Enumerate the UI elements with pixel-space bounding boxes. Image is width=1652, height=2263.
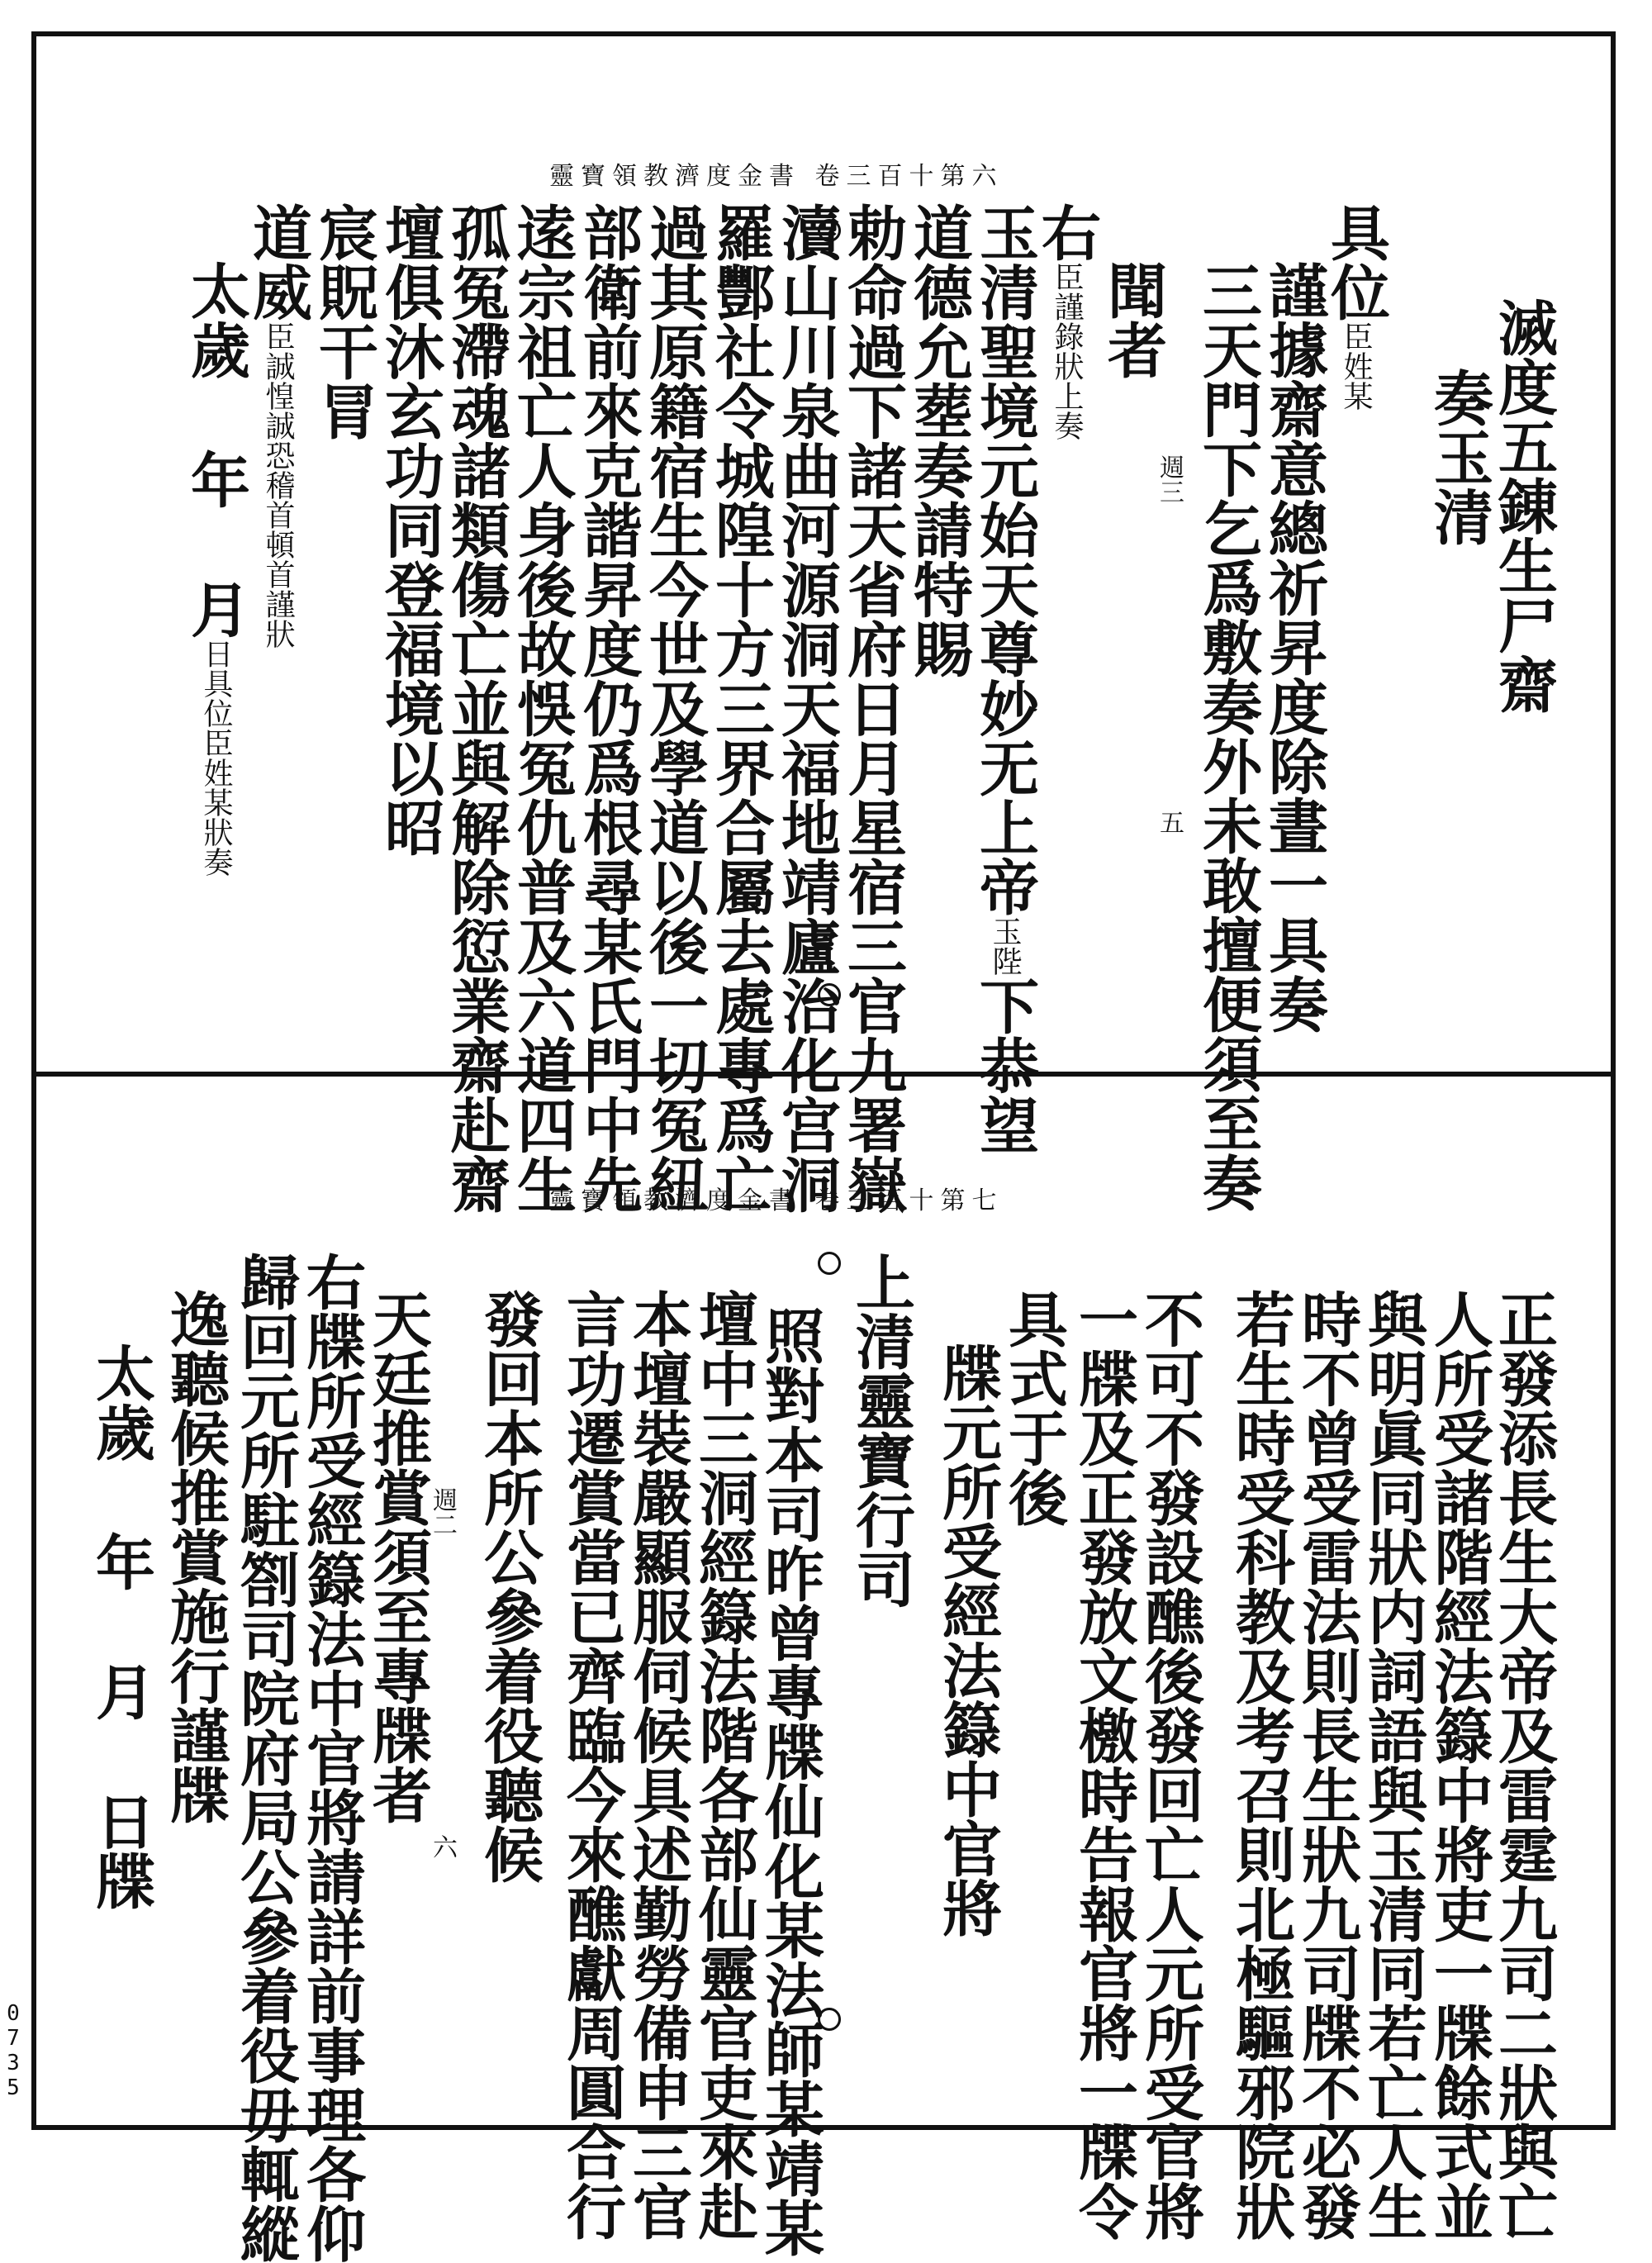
bottom-col-13: 本壇裝嚴顯服伺候具述勤勞備申三官 <box>623 1289 693 2241</box>
circle-mark <box>818 983 841 1006</box>
top-col-17: 壇俱沐玄功同登福境以昭 <box>375 202 445 857</box>
top-col-2: 奏玉清 <box>1424 368 1494 546</box>
bottom-col-12: 壇中三洞經籙法階各部仙靈官吏來赴 <box>689 1289 759 2241</box>
top-col-11: 瀆山川泉曲河源洞天福地靖廬治化宫洞 <box>771 202 842 1214</box>
top-col-5-mark: 五 <box>1155 810 1184 834</box>
bottom-col-7: 一牒及正發放文檄時告報官將一牒令 <box>1069 1289 1139 2241</box>
bottom-col-20: 太歲 年 月 日牒 <box>86 1343 156 1910</box>
top-col-1: 滅度五錬生尸齋 <box>1488 297 1559 714</box>
top-col-18: 宸貺干冐 <box>309 202 379 440</box>
bottom-col-19: 逸聽候推賞施行謹牒 <box>160 1289 230 1824</box>
bottom-col-5: 若生時受科教及考召則北極驅邪院狀 <box>1226 1289 1296 2241</box>
bottom-col-4: 時不曾受雷法則長生狀九司牒不必發 <box>1292 1289 1362 2241</box>
top-col-3: 具位臣姓某 <box>1321 202 1391 411</box>
bottom-col-10: 上清靈寶行司 <box>846 1252 916 1609</box>
bottom-col-16: 天廷推賞須至專牒者 <box>363 1289 433 1824</box>
bottom-col-14: 言功遷賞當已齊臨今來醮獻周圓合行 <box>557 1289 627 2241</box>
bottom-col-3: 與明眞同狀内詞語與玉清同若亡人生 <box>1358 1289 1428 2241</box>
top-col-12: 羅酆社令城隍十方三界合屬去處專爲亡 <box>705 202 776 1214</box>
top-col-15: 逺宗祖亡人身後故悞冤仇普及六道四生 <box>507 202 577 1214</box>
page-margin-number: 0735 <box>1 2001 26 2100</box>
bottom-running-header: 靈寶領教濟度金書 卷三百十第七 <box>549 1186 1004 1215</box>
top-col-19: 道威臣誠惶誠恐稽首頓首謹狀 <box>243 202 313 649</box>
top-col-13: 過其原籍宿生今世及學道以後一切冤紐 <box>639 202 710 1214</box>
bottom-note-b: 六 <box>428 1834 457 1859</box>
top-col-6: 聞者 <box>1098 260 1168 379</box>
bottom-col-9: 牒元所受經法籙中官將 <box>933 1343 1003 1937</box>
bottom-col-6: 不可不發設醮後發回亡人元所受官將 <box>1135 1289 1205 2241</box>
top-col-5-note: 週三 <box>1155 454 1184 504</box>
circle-mark <box>818 219 841 242</box>
bottom-col-1: 正發添長生大帝及雷霆九司二狀與亡 <box>1488 1289 1559 2241</box>
top-col-16: 孤冤滯魂諸類傷亡並與解除愆業齋赴齋 <box>441 202 511 1214</box>
circle-mark <box>818 2008 841 2031</box>
bottom-col-2: 人所受諸階經法籙中將吏一牒餘式並 <box>1424 1289 1494 2241</box>
bottom-col-11: 照對本司昨曾專牒仙化某法師某靖某 <box>755 1305 825 2257</box>
top-col-9: 道德允塟奏請特賜 <box>904 202 974 678</box>
bottom-col-8: 具式于後 <box>999 1289 1069 1527</box>
top-col-10: 勅命過下諸天省府日月星宿三官九署嶽 <box>838 202 908 1214</box>
top-col-14: 部衛前來克諧昇度仍爲根尋某氏門中先 <box>573 202 643 1214</box>
bottom-col-18: 歸回元所駐劄司院府局公參着役毋輒縱 <box>230 1252 301 2263</box>
top-col-8: 玉清聖境元始天尊妙无上帝玉陛下恭望 <box>970 202 1040 1154</box>
circle-mark <box>818 1252 841 1275</box>
top-col-20: 太歲 年 月日具位臣姓某狀奏 <box>181 260 251 877</box>
top-running-header: 靈寶領教濟度金書 卷三百十第六 <box>549 162 1004 191</box>
top-col-7: 右臣謹錄狀上奏 <box>1032 202 1102 440</box>
top-col-4: 謹據齋意總祈昇度除晝一具奏 <box>1259 260 1329 1034</box>
bottom-note-a: 週二 <box>428 1487 457 1537</box>
bottom-col-17: 右牒所受經籙法中官將請詳前事理各仰 <box>297 1252 367 2263</box>
top-col-5: 三天門下乞爲敷奏外未敢擅便須至奏 <box>1193 260 1263 1212</box>
bottom-col-15: 發回本所公參着役聽候 <box>474 1289 544 1884</box>
